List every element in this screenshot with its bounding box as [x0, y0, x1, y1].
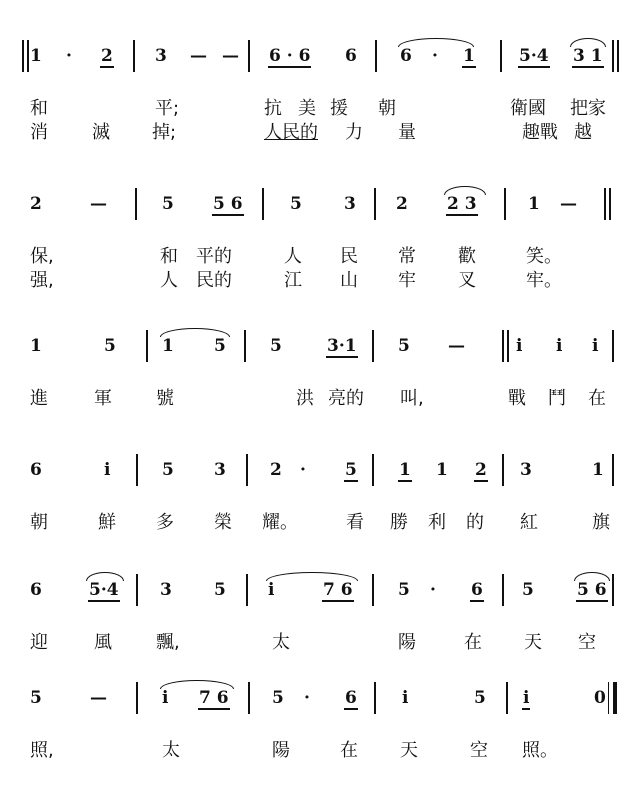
barline	[246, 574, 248, 606]
note: i	[592, 336, 599, 356]
barline	[136, 454, 138, 486]
lyric-syllable: 抗	[264, 98, 282, 119]
lyric-line	[0, 118, 640, 142]
note: 5	[270, 336, 282, 356]
note: 5	[290, 194, 302, 214]
note: ·	[430, 580, 436, 600]
note: 6	[345, 46, 357, 66]
note: —	[90, 688, 107, 708]
repeat-barline	[612, 40, 619, 72]
barline	[244, 330, 246, 362]
note: 5 6	[213, 194, 243, 214]
notation-line	[0, 184, 640, 224]
note: ·	[304, 688, 310, 708]
note: 5·4	[519, 46, 549, 66]
note: 1	[399, 460, 411, 480]
lyric-syllable: 朝	[378, 98, 396, 119]
barline	[372, 454, 374, 486]
lyric-line	[0, 242, 640, 266]
note: 5	[522, 580, 534, 600]
note: i	[523, 688, 530, 708]
lyric-syllable: 陽	[272, 740, 290, 761]
barline	[248, 682, 250, 714]
note: 2	[30, 194, 42, 214]
note: i	[104, 460, 111, 480]
note: 6	[30, 460, 42, 480]
note: 5	[272, 688, 284, 708]
lyric-syllable: 風	[94, 632, 112, 653]
lyric-line	[0, 736, 640, 760]
note: 5	[214, 336, 226, 356]
lyric-syllable: 照。	[522, 740, 558, 761]
note: 5	[345, 460, 357, 480]
note: —	[190, 46, 207, 66]
lyric-syllable: 戰	[508, 388, 526, 409]
note: 5	[104, 336, 116, 356]
note: —	[448, 336, 465, 356]
lyric-syllable: 天	[524, 632, 542, 653]
lyric-syllable: 迎	[30, 632, 48, 653]
lyric-syllable: 民的	[196, 270, 232, 291]
note: 1	[162, 336, 174, 356]
lyric-syllable: 越	[574, 122, 592, 143]
lyric-syllable: 叉	[458, 270, 476, 291]
lyric-syllable: 榮	[214, 512, 232, 533]
barline	[506, 682, 508, 714]
note: 5	[398, 336, 410, 356]
lyric-line	[0, 94, 640, 118]
barline	[136, 574, 138, 606]
notation-line	[0, 570, 640, 610]
lyric-syllable: 耀。	[262, 512, 298, 533]
note: 6	[400, 46, 412, 66]
note: 7 6	[199, 688, 229, 708]
lyric-syllable: 消	[30, 122, 48, 143]
note: i	[268, 580, 275, 600]
lyric-syllable: 力	[345, 122, 363, 143]
barline	[502, 454, 504, 486]
lyric-syllable: 照,	[30, 740, 54, 761]
barline	[374, 188, 376, 220]
note: 5	[162, 194, 174, 214]
lyric-syllable: 空	[578, 632, 596, 653]
lyric-syllable: 牢。	[526, 270, 562, 291]
note: i	[556, 336, 563, 356]
lyric-syllable: 山	[340, 270, 358, 291]
lyric-syllable: 平的	[196, 246, 232, 267]
barline	[612, 454, 614, 486]
barline	[262, 188, 264, 220]
lyric-syllable: 常	[398, 246, 416, 267]
repeat-barline	[22, 40, 29, 72]
note: 5	[474, 688, 486, 708]
barline	[135, 188, 137, 220]
note: 3	[155, 46, 167, 66]
note: 6 · 6	[269, 46, 311, 66]
lyric-line	[0, 628, 640, 652]
note: 2	[270, 460, 282, 480]
lyric-syllable: 勝	[390, 512, 408, 533]
lyric-syllable: 鮮	[98, 512, 116, 533]
lyric-syllable: 江	[284, 270, 302, 291]
lyric-syllable: 太	[272, 632, 290, 653]
lyric-syllable: 的	[466, 512, 484, 533]
note: 7 6	[323, 580, 353, 600]
note: 0	[594, 688, 606, 708]
lyric-syllable: 在	[340, 740, 358, 761]
note: 5	[30, 688, 42, 708]
lyric-syllable: 掉;	[152, 122, 177, 143]
note: 3	[520, 460, 532, 480]
lyric-syllable: 旗	[592, 512, 610, 533]
lyric-syllable: 空	[470, 740, 488, 761]
lyric-syllable: 笑。	[526, 246, 562, 267]
note: 5	[214, 580, 226, 600]
barline	[500, 40, 502, 72]
note: 1	[463, 46, 475, 66]
lyric-syllable: 在	[588, 388, 606, 409]
barline	[372, 574, 374, 606]
notation-line	[0, 326, 640, 366]
lyric-syllable: 飄,	[156, 632, 180, 653]
lyric-line	[0, 384, 640, 408]
barline	[502, 574, 504, 606]
note: 3	[160, 580, 172, 600]
lyric-syllable: 量	[398, 122, 416, 143]
barline	[374, 682, 376, 714]
lyric-syllable: 援	[330, 98, 348, 119]
note: ·	[300, 460, 306, 480]
lyric-syllable: 多	[156, 512, 174, 533]
repeat-barline	[502, 330, 509, 362]
note: —	[560, 194, 577, 214]
lyric-syllable: 看	[346, 512, 364, 533]
barline	[375, 40, 377, 72]
lyric-line	[0, 266, 640, 290]
note: 2	[101, 46, 113, 66]
lyric-syllable: 紅	[520, 512, 538, 533]
note: 2	[475, 460, 487, 480]
lyric-syllable: 叫,	[400, 388, 424, 409]
notation-line	[0, 678, 640, 718]
note: 5·4	[89, 580, 119, 600]
final-barline	[608, 682, 617, 714]
lyric-syllable: 牢	[398, 270, 416, 291]
note: 1	[592, 460, 604, 480]
note: 3	[214, 460, 226, 480]
lyric-syllable: 陽	[398, 632, 416, 653]
lyric-syllable: 和	[160, 246, 178, 267]
note: 5	[162, 460, 174, 480]
lyric-syllable: 太	[162, 740, 180, 761]
lyric-syllable: 人民的	[264, 122, 318, 143]
lyric-syllable: 人	[160, 270, 178, 291]
lyric-syllable: 把家	[570, 98, 606, 119]
lyric-syllable: 亮的	[328, 388, 364, 409]
notation-line	[0, 450, 640, 490]
lyric-syllable: 朝	[30, 512, 48, 533]
lyric-syllable: 鬥	[548, 388, 566, 409]
barline	[248, 40, 250, 72]
note: 3·1	[327, 336, 357, 356]
lyric-syllable: 趣戰	[522, 122, 558, 143]
note: 1	[528, 194, 540, 214]
note: ·	[432, 46, 438, 66]
lyric-syllable: 平;	[155, 98, 180, 119]
note: i	[402, 688, 409, 708]
note: i	[162, 688, 169, 708]
lyric-syllable: 洪	[296, 388, 314, 409]
barline	[504, 188, 506, 220]
lyric-syllable: 美	[298, 98, 316, 119]
lyric-syllable: 民	[340, 246, 358, 267]
note: ·	[66, 46, 72, 66]
note: 1	[436, 460, 448, 480]
lyric-syllable: 軍	[94, 388, 112, 409]
note: 6	[30, 580, 42, 600]
note: —	[90, 194, 107, 214]
lyric-syllable: 滅	[92, 122, 110, 143]
lyric-line	[0, 508, 640, 532]
lyric-syllable: 衛國	[510, 98, 546, 119]
note: 5	[398, 580, 410, 600]
repeat-barline	[604, 188, 611, 220]
note: i	[516, 336, 523, 356]
lyric-syllable: 號	[156, 388, 174, 409]
note: 1	[30, 336, 42, 356]
barline	[133, 40, 135, 72]
barline	[372, 330, 374, 362]
lyric-syllable: 進	[30, 388, 48, 409]
note: 3 1	[573, 46, 603, 66]
barline	[612, 330, 614, 362]
barline	[136, 682, 138, 714]
note: 2 3	[447, 194, 477, 214]
note: 2	[396, 194, 408, 214]
note: 3	[344, 194, 356, 214]
notation-line	[0, 36, 640, 76]
lyric-syllable: 和	[30, 98, 48, 119]
barline	[146, 330, 148, 362]
lyric-syllable: 在	[464, 632, 482, 653]
lyric-syllable: 保,	[30, 246, 54, 267]
lyric-syllable: 人	[284, 246, 302, 267]
note: —	[222, 46, 239, 66]
lyric-syllable: 利	[428, 512, 446, 533]
note: 1	[30, 46, 42, 66]
barline	[612, 574, 614, 606]
note: 6	[471, 580, 483, 600]
note: 5 6	[577, 580, 607, 600]
lyric-syllable: 天	[400, 740, 418, 761]
lyric-syllable: 强,	[30, 270, 54, 291]
lyric-syllable: 歡	[458, 246, 476, 267]
barline	[246, 454, 248, 486]
note: 6	[345, 688, 357, 708]
